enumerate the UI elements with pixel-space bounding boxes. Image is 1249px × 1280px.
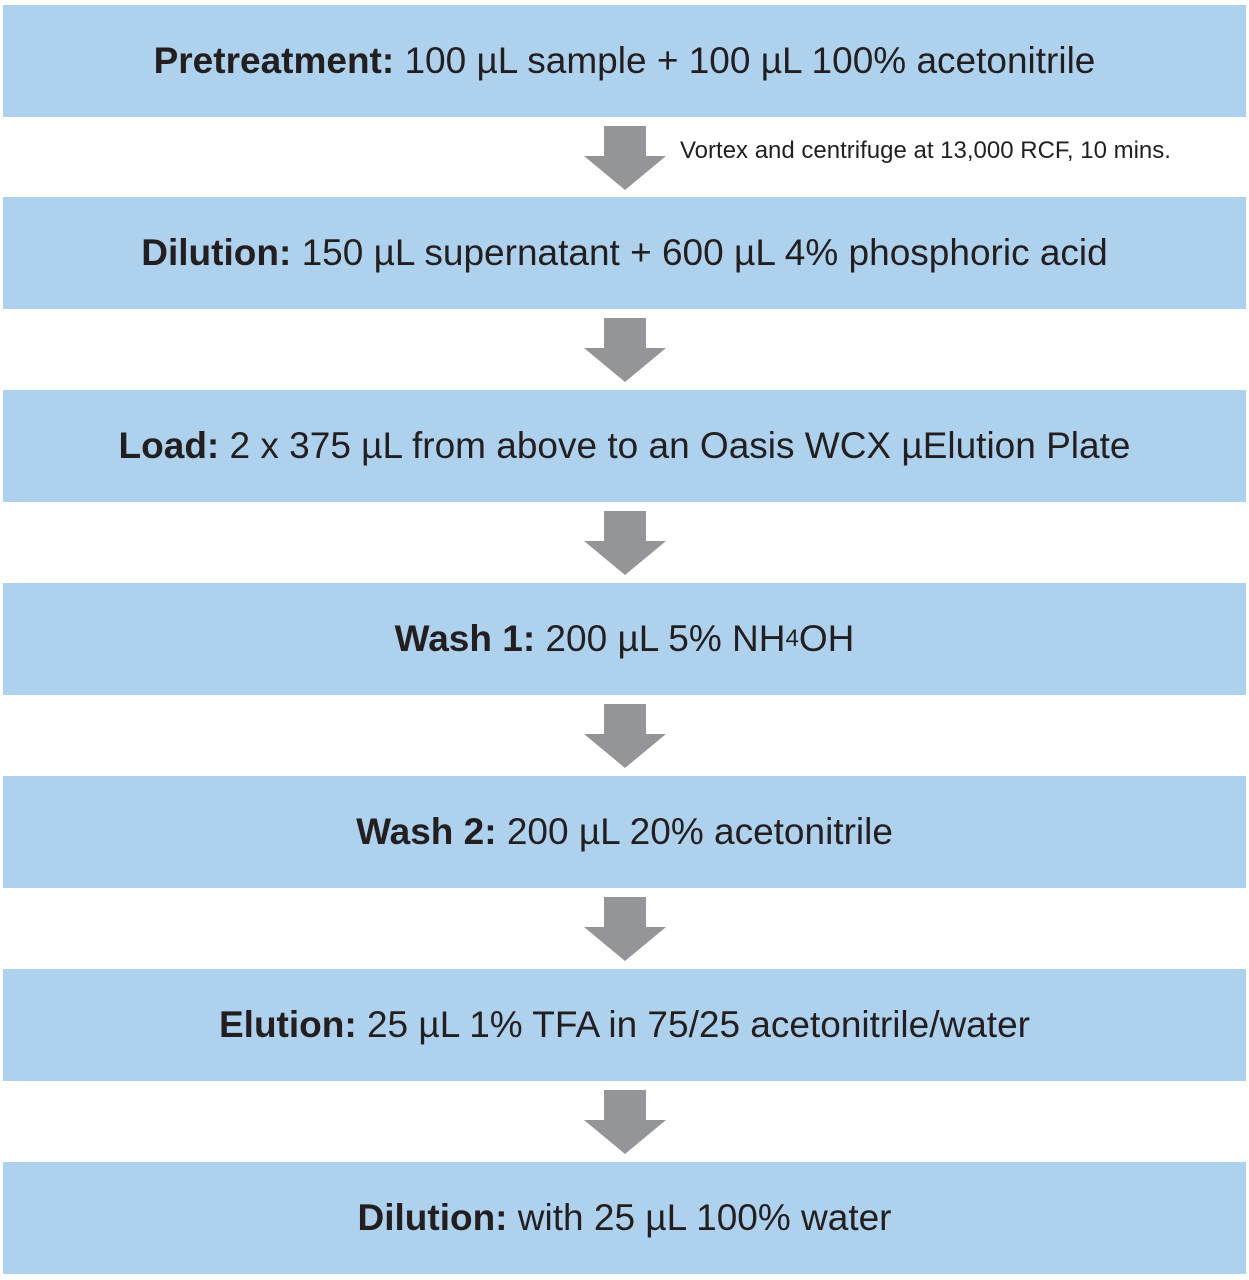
- step-label: Pretreatment:: [153, 40, 395, 81]
- step-label: Elution:: [218, 1004, 357, 1045]
- down-arrow-icon: [584, 1090, 666, 1154]
- step-load: [3, 390, 1246, 502]
- step-pretreatment: [3, 5, 1246, 117]
- down-arrow-icon: [584, 318, 666, 382]
- step-label: Wash 1:: [394, 618, 536, 659]
- step-dilution-2: [3, 1162, 1246, 1274]
- step-label: Dilution:: [357, 1197, 508, 1238]
- step-dilution-1: [3, 197, 1246, 309]
- step-text: with 25 µL 100% water: [507, 1197, 892, 1238]
- step-label: Dilution:: [141, 232, 292, 273]
- step-label: Wash 2:: [356, 811, 497, 852]
- down-arrow-icon: [584, 126, 666, 190]
- down-arrow-icon: [584, 897, 666, 961]
- down-arrow-icon: [584, 511, 666, 575]
- step-wash-1: Wash 1: 200 µL 5% NH 4 OH: [3, 583, 1246, 695]
- step-elution: [3, 969, 1246, 1081]
- step-text: 150 µL supernatant + 600 µL 4% phosphoric acid: [291, 232, 1108, 273]
- step-label: Load:: [118, 425, 220, 466]
- step-text: 25 µL 1% TFA in 75/25 acetonitrile/water: [356, 1004, 1030, 1045]
- step-text: 100 µL sample + 100 µL 100% acetonitrile: [394, 40, 1096, 81]
- step-text: 2 x 375 µL from above to an Oasis WCX µElution Plate: [219, 425, 1131, 466]
- step-text-after: OH: [798, 618, 855, 659]
- step-note: Vortex and centrifuge at 13,000 RCF, 10 mins.: [680, 137, 1171, 164]
- step-text: 200 µL 5% NH: [535, 618, 786, 659]
- step-wash-2: [3, 776, 1246, 888]
- down-arrow-icon: [584, 704, 666, 768]
- step-text: 200 µL 20% acetonitrile: [496, 811, 893, 852]
